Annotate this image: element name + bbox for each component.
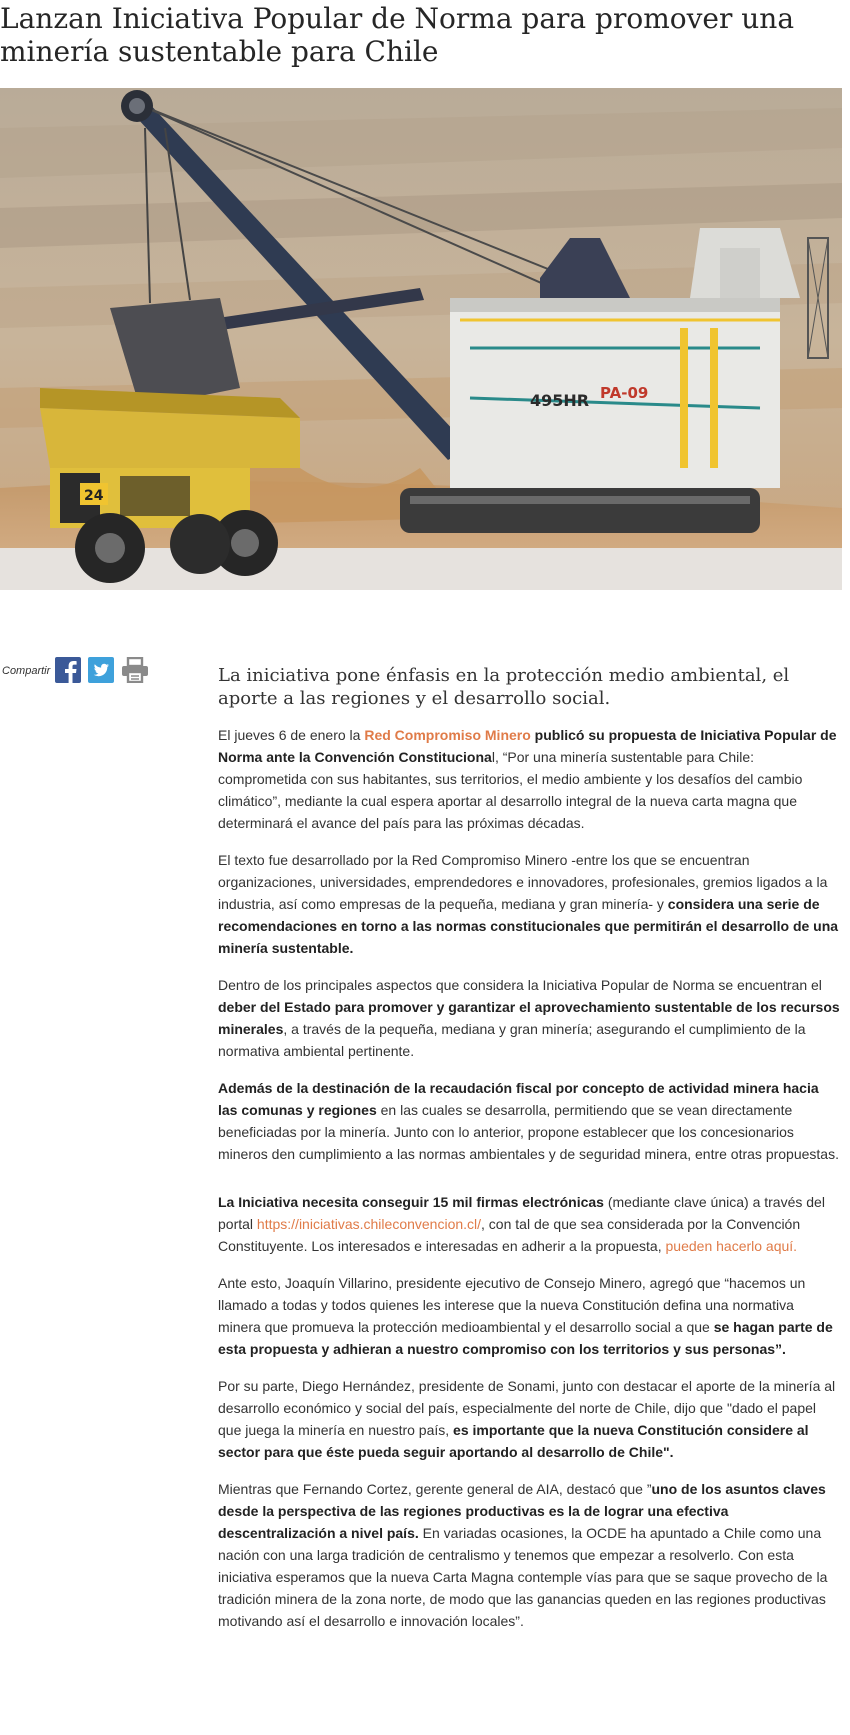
paragraph-3 (218, 974, 840, 1062)
paragraph-8 (218, 1478, 840, 1632)
bold-text: deber del Estado para promover y garantizar el aprovechamiento sustentable de los recursos minerales (218, 999, 840, 1037)
print-icon[interactable] (121, 657, 147, 683)
paragraph-5 (218, 1191, 840, 1257)
hero-image (0, 88, 842, 590)
shovel-id-label: PA-09 (600, 384, 649, 402)
bold-text: es importante que la nueva Constitución considere al sector para que éste pueda seguir aportando al desarrollo de Chile". (218, 1422, 809, 1460)
bold-text: publicó su propuesta de Iniciativa Popular de Norma ante la Convención Constituciona (218, 727, 837, 765)
share-label: Compartir (2, 665, 51, 677)
paragraph-1 (218, 724, 840, 834)
text: En variadas ocasiones, la OCDE ha apuntado a Chile como una nación con una larga tradición de centralismo y tenemos que empezar a resolverlo. Con esta iniciativa esperamos que la nueva Carta Magna contemple vías para que se saque provecho de la tradición minera de la zona norte, de modo que las ganancias queden en las regiones productivas motivando así el desarrollo e innovación locales”. (218, 1525, 828, 1629)
share-bar (2, 657, 154, 683)
text: en las cuales se desarrolla, permitiendo que se vean directamente beneficiadas por la minería. Junto con lo anterior, propone establecer que los concesionarios mineros den cumplimiento a las normas ambientales y de seguridad minera, entre otras propuestas. (218, 1102, 839, 1162)
bold-text: considera una serie de recomendaciones en torno a las normas constitucionales que permitirán el desarrollo de una minería sustentable. (218, 896, 839, 956)
bold-text: Además de la destinación de la recaudación fiscal por concepto de actividad minera hacia las comunas y regiones (218, 1080, 819, 1118)
text: El texto fue desarrollado por la Red Compromiso Minero -entre los que se encuentran organizaciones, universidades, emprendedores e innovadores, profesionales, gremios ligados a la industria, así como empresas de la pequeña, mediana y gran minería- y (218, 852, 828, 912)
bold-text: La Iniciativa necesita conseguir 15 mil firmas electrónicas (218, 1194, 604, 1210)
article-body (218, 664, 840, 1647)
text: Por su parte, Diego Hernández, presidente de Sonami, junto con destacar el aporte de la minería al desarrollo económico y social del país, especialmente del norte de Chile, dijo que "dado el papel que juega la minería en nuestro país, (218, 1378, 836, 1438)
mining-shovel-photo (0, 88, 842, 590)
paragraph-2 (218, 849, 840, 959)
truck-number-label: 24 (84, 488, 104, 504)
text: , a través de la pequeña, mediana y gran minería; asegurando el cumplimiento de la normativa ambiental pertinente. (218, 1021, 806, 1059)
bold-text: uno de los asuntos claves desde la perspectiva de las regiones productivas es la de lograr una efectiva descentralización a nivel país. (218, 1481, 826, 1541)
text: (mediante clave única) a través del portal (218, 1194, 825, 1232)
shovel-model-label: 495HR (530, 391, 590, 410)
twitter-icon[interactable] (88, 657, 114, 683)
text: l, “Por una minería sustentable para Chile: comprometida con sus habitantes, sus territorios, el medio ambiente y los desafíos del cambio climático”, mediante la cual espera aportar al desarrollo integral de la nueva carta magna que determinará el avance del país para las próximas décadas. (218, 749, 803, 831)
adhere-link[interactable]: pueden hacerlo aquí. (665, 1238, 798, 1254)
text: , con tal de que sea considerada por la Convención Constituyente. Los interesados e interesadas en adherir a la propuesta, (218, 1216, 801, 1254)
facebook-icon[interactable] (55, 657, 81, 683)
article-title: Lanzan Iniciativa Popular de Norma para promover una minería sustentable para Chile (0, 2, 795, 68)
paragraph-4 (218, 1077, 840, 1165)
bold-text: se hagan parte de esta propuesta y adhieran a nuestro compromiso con los territorios y sus personas”. (218, 1319, 833, 1357)
article-lead: La iniciativa pone énfasis en la protección medio ambiental, el aporte a las regiones y el desarrollo social. (218, 665, 790, 709)
text: El jueves 6 de enero la (218, 727, 365, 743)
portal-link[interactable]: https://iniciativas.chileconvencion.cl/ (256, 1216, 482, 1232)
text: Mientras que Fernando Cortez, gerente general de AIA, destacó que ” (218, 1481, 652, 1497)
text: Ante esto, Joaquín Villarino, presidente ejecutivo de Consejo Minero, agregó que “hacemos un llamado a todas y todos quienes les interese que la nueva Constitución defina una normativa minera que promueva la protección medioambiental y el desarrollo social a que (218, 1275, 806, 1335)
text: Dentro de los principales aspectos que considera la Iniciativa Popular de Norma se encuentran el (218, 977, 822, 993)
red-compromiso-minero-link[interactable]: Red Compromiso Minero (364, 727, 531, 743)
paragraph-6 (218, 1272, 840, 1360)
paragraph-7 (218, 1375, 840, 1463)
